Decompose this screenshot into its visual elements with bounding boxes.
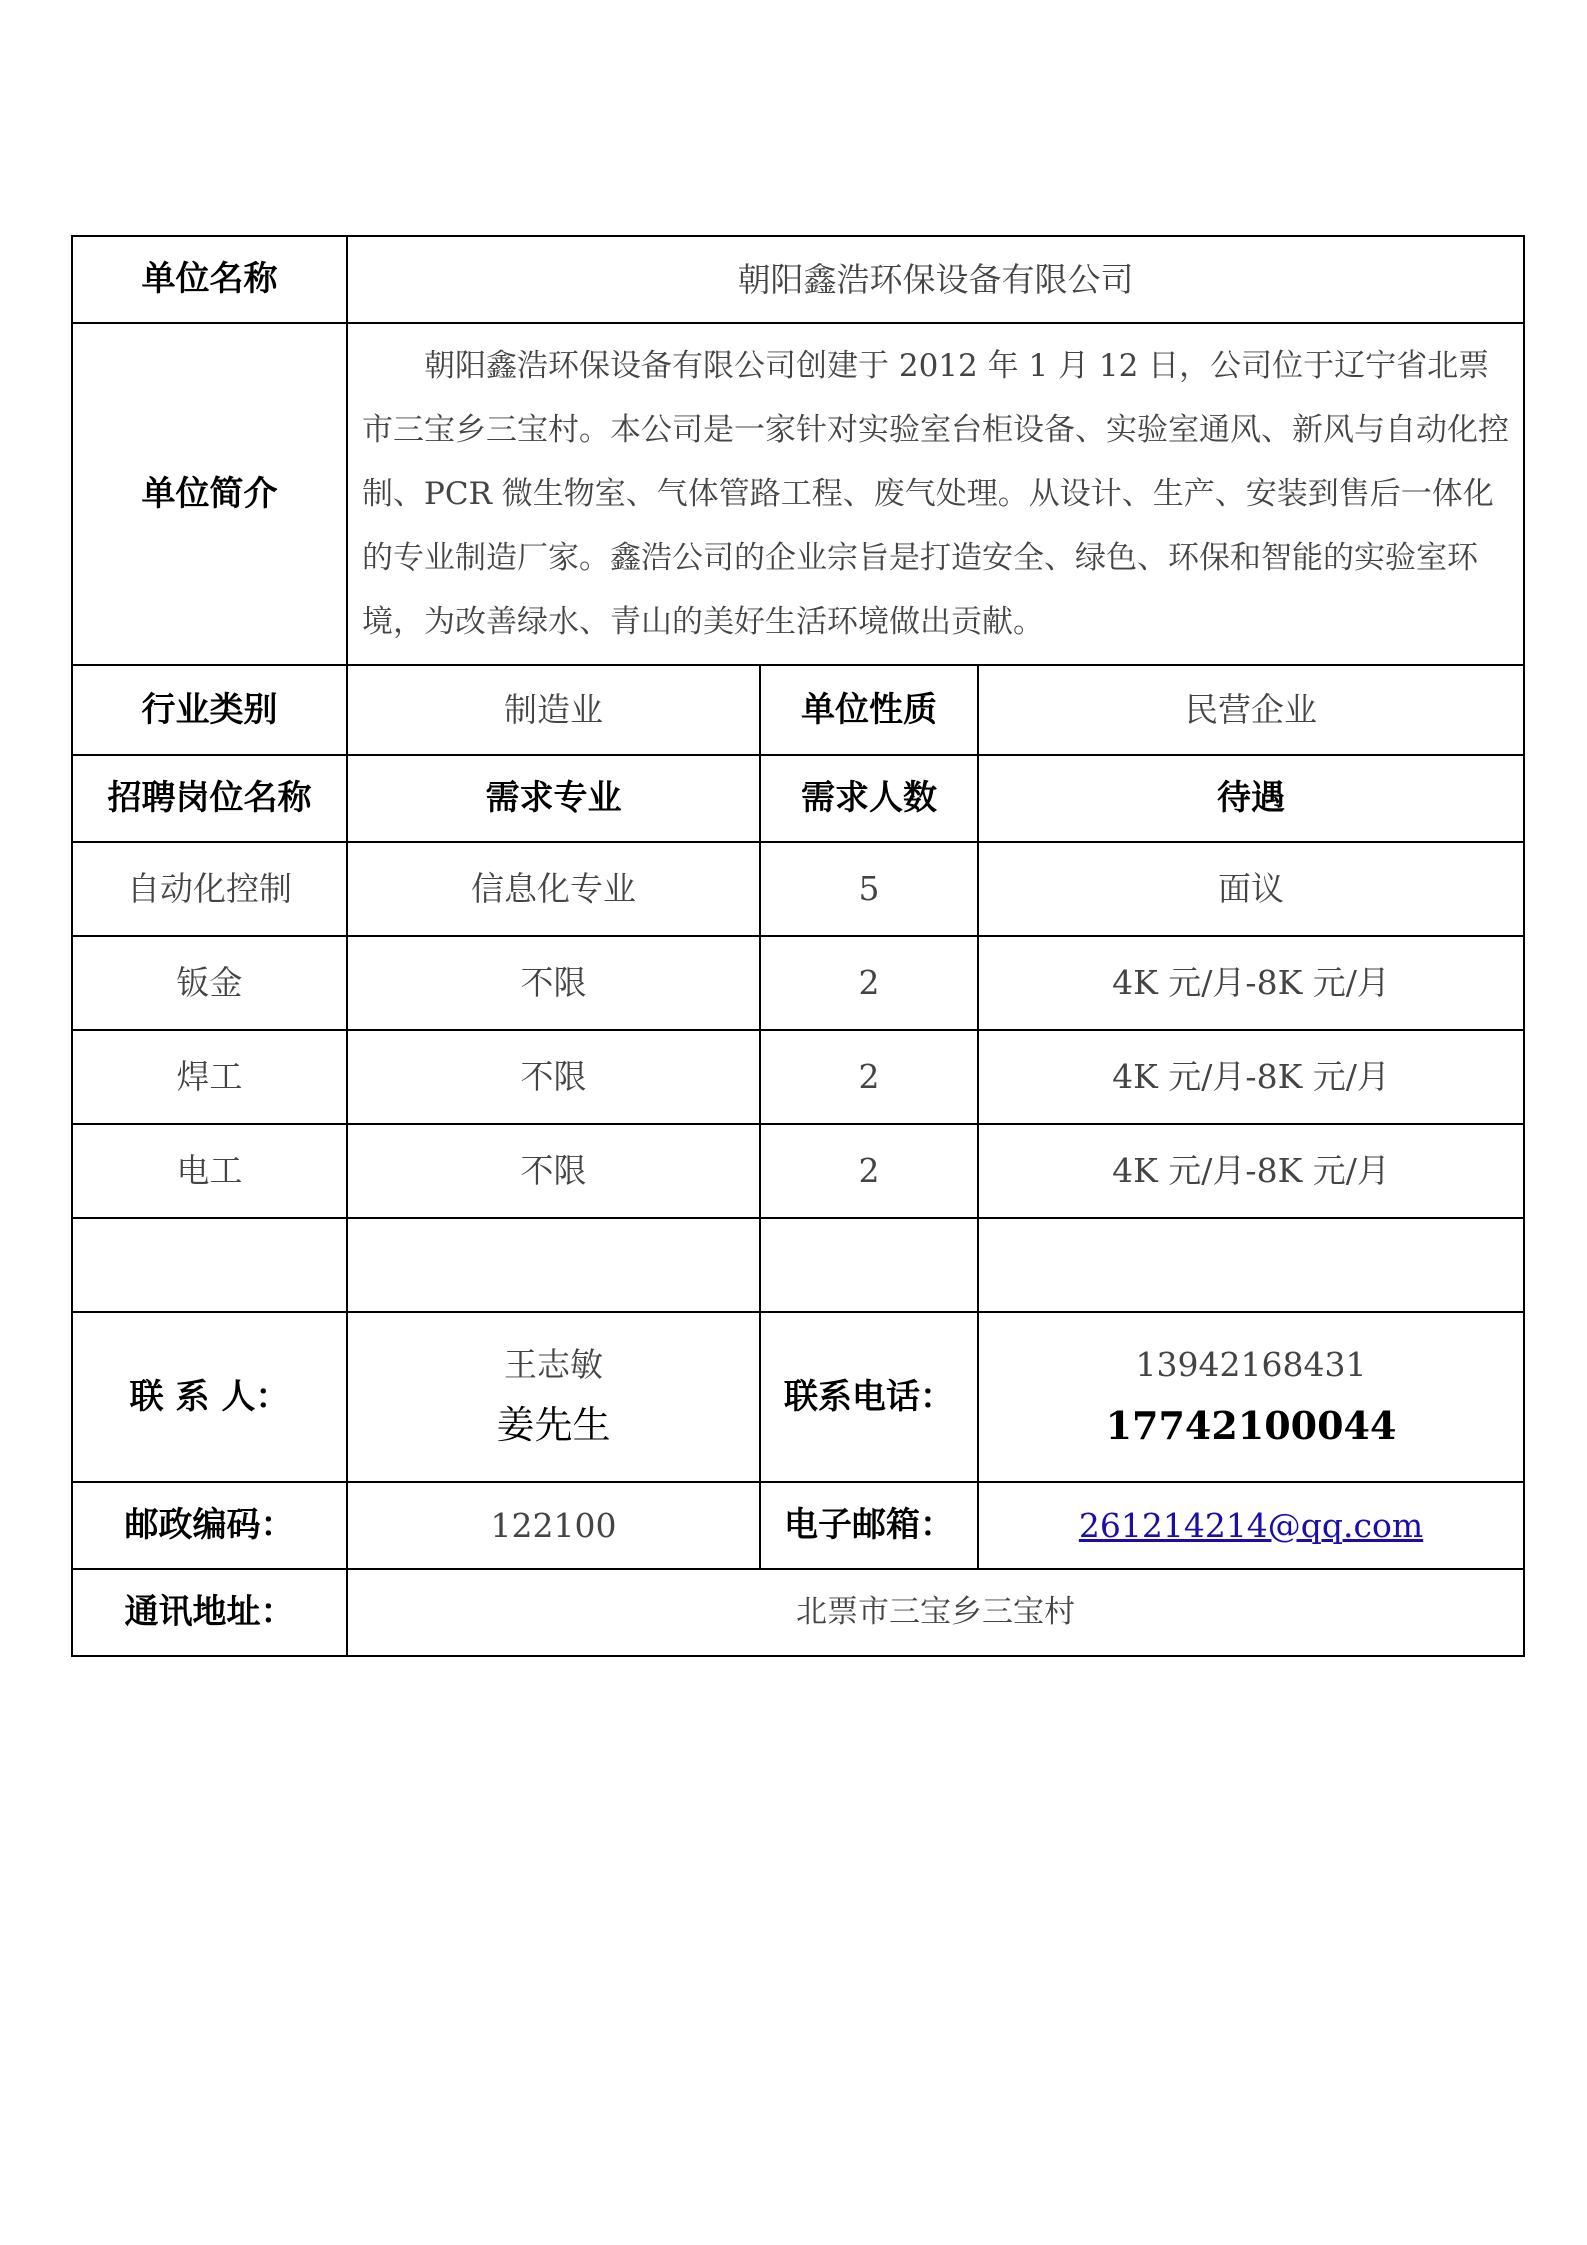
job-count: 2 — [760, 1124, 978, 1218]
industry-label: 行业类别 — [72, 665, 347, 755]
job-salary: 4K 元/月-8K 元/月 — [978, 1030, 1524, 1124]
job-major: 不限 — [347, 1124, 760, 1218]
company-intro-row — [72, 323, 1524, 665]
empty-cell — [72, 1218, 347, 1312]
job-count: 2 — [760, 936, 978, 1030]
company-name: 朝阳鑫浩环保设备有限公司 — [347, 236, 1524, 323]
address-row — [72, 1569, 1524, 1656]
industry-row — [72, 665, 1524, 755]
email-cell — [978, 1482, 1524, 1569]
company-name-row — [72, 236, 1524, 323]
header-position: 招聘岗位名称 — [72, 755, 347, 842]
contact-phone-secondary: 17742100044 — [1105, 1403, 1397, 1448]
contact-phones — [978, 1312, 1524, 1482]
job-count: 2 — [760, 1030, 978, 1124]
contact-row — [72, 1312, 1524, 1482]
company-intro: 朝阳鑫浩环保设备有限公司创建于 2012 年 1 月 12 日，公司位于辽宁省北票市三宝乡三宝村。本公司是一家针对实验室台柜设备、实验室通风、新风与自动化控制、PCR 微生物室、气体管路工程、废气处理。从设计、生产、安装到售后一体化的专业制造厂家。鑫浩公司的企业宗旨是打造安全、绿色、环保和智能的实验室环境，为改善绿水、青山的美好生活环境做出贡献。 — [347, 323, 1524, 665]
email-label: 电子邮箱： — [760, 1482, 978, 1569]
email-link[interactable]: 261214214@qq.com — [1078, 1505, 1424, 1545]
company-name-label: 单位名称 — [72, 236, 347, 323]
empty-row — [72, 1218, 1524, 1312]
contact-persons — [347, 1312, 760, 1482]
postcode-row — [72, 1482, 1524, 1569]
contact-phone-label: 联系电话： — [760, 1312, 978, 1482]
header-count: 需求人数 — [760, 755, 978, 842]
contact-person-label: 联 系 人： — [72, 1312, 347, 1482]
table-row — [72, 1030, 1524, 1124]
empty-cell — [347, 1218, 760, 1312]
postcode-label: 邮政编码： — [72, 1482, 347, 1569]
job-major: 不限 — [347, 936, 760, 1030]
job-position: 钣金 — [72, 936, 347, 1030]
job-major: 不限 — [347, 1030, 760, 1124]
header-major: 需求专业 — [347, 755, 760, 842]
contact-person-primary: 王志敏 — [504, 1345, 603, 1385]
job-position: 自动化控制 — [72, 842, 347, 936]
table-row — [72, 842, 1524, 936]
jobs-header-row — [72, 755, 1524, 842]
job-major: 信息化专业 — [347, 842, 760, 936]
job-salary: 4K 元/月-8K 元/月 — [978, 936, 1524, 1030]
header-salary: 待遇 — [978, 755, 1524, 842]
table-row — [72, 936, 1524, 1030]
nature-value: 民营企业 — [978, 665, 1524, 755]
recruitment-table — [71, 235, 1525, 1657]
job-position: 焊工 — [72, 1030, 347, 1124]
job-salary: 面议 — [978, 842, 1524, 936]
address-value: 北票市三宝乡三宝村 — [347, 1569, 1524, 1656]
empty-cell — [978, 1218, 1524, 1312]
industry-value: 制造业 — [347, 665, 760, 755]
job-salary: 4K 元/月-8K 元/月 — [978, 1124, 1524, 1218]
nature-label: 单位性质 — [760, 665, 978, 755]
empty-cell — [760, 1218, 978, 1312]
address-label: 通讯地址： — [72, 1569, 347, 1656]
table-row — [72, 1124, 1524, 1218]
job-count: 5 — [760, 842, 978, 936]
postcode-value: 122100 — [347, 1482, 760, 1569]
company-intro-label: 单位简介 — [72, 323, 347, 665]
contact-person-secondary: 姜先生 — [496, 1403, 611, 1447]
contact-phone-primary: 13942168431 — [1135, 1345, 1367, 1385]
job-position: 电工 — [72, 1124, 347, 1218]
